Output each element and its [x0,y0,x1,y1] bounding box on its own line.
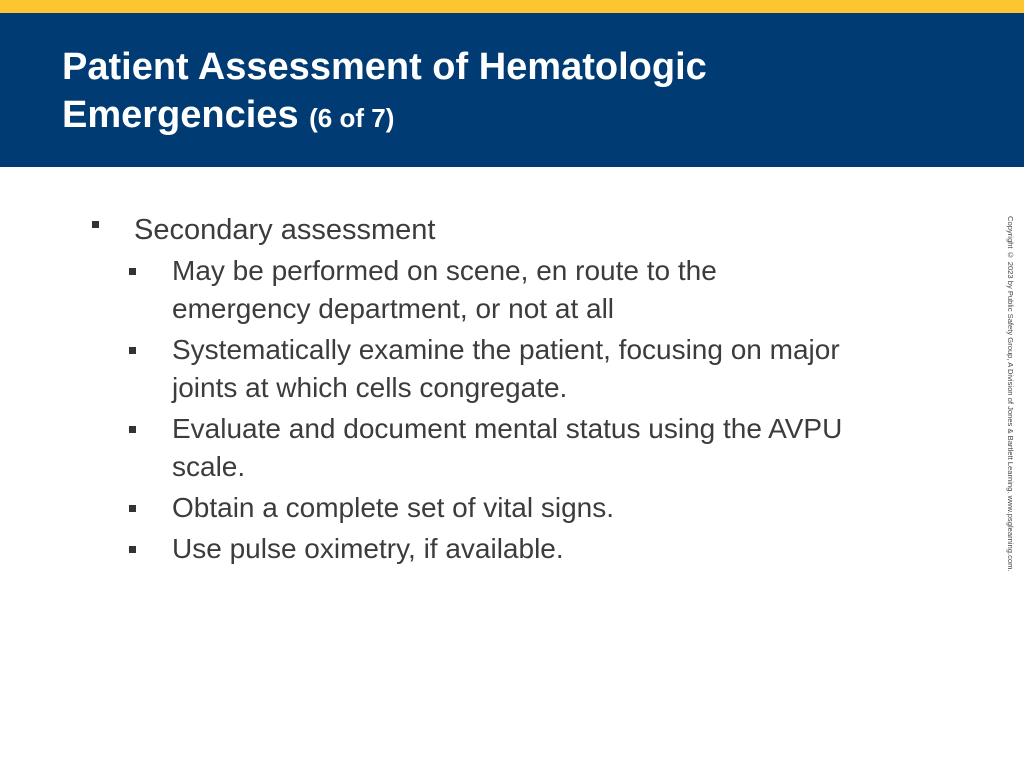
sub-bullet-text [172,489,1000,527]
sub-bullet-text [172,331,1000,407]
bullet-heading: Secondary assessment [134,214,436,246]
bullet-square-icon [129,426,136,433]
bullet-square-icon [129,546,136,553]
sub-bullet-text [172,410,1000,486]
bullet-square-icon [92,221,99,228]
sub-bullet-line: Use pulse oximetry, if available. [172,533,564,564]
sub-bullet-line: Evaluate and document mental status using the AVPU [172,413,843,444]
sub-bullet-line: joints at which cells congregate. [172,372,568,403]
sub-bullet-text [172,252,1000,328]
slide-title [62,43,707,142]
sub-bullet-line: scale. [172,451,246,482]
sub-bullet-item [0,530,1000,568]
top-accent-stripe [0,0,1024,13]
sub-bullet-item [0,410,1000,486]
sub-bullet-line: May be performed on scene, en route to the [172,255,717,286]
copyright-notice: Copyright © 2023 by Public Safety Group, A Division of Jones & Bartlett Learning. www.psglearning.com. [1006,216,1015,572]
slide-counter: (6 of 7) [309,103,395,133]
slide-title-main: Emergencies [62,94,299,136]
slide-title-line-1: Patient Assessment of Hematologic [62,46,707,88]
sub-bullet-list [0,252,1000,571]
sub-bullet-text [172,530,1000,568]
sub-bullet-line: Systematically examine the patient, focusing on major [172,334,840,365]
sub-bullet-item [0,331,1000,407]
sub-bullet-item [0,252,1000,328]
sub-bullet-item [0,489,1000,527]
sub-bullet-line: Obtain a complete set of vital signs. [172,492,614,523]
bullet-square-icon [129,268,136,275]
bullet-square-icon [129,505,136,512]
sub-bullet-line: emergency department, or not at all [172,293,615,324]
bullet-square-icon [129,347,136,354]
slide-title-line-2 [62,91,707,142]
